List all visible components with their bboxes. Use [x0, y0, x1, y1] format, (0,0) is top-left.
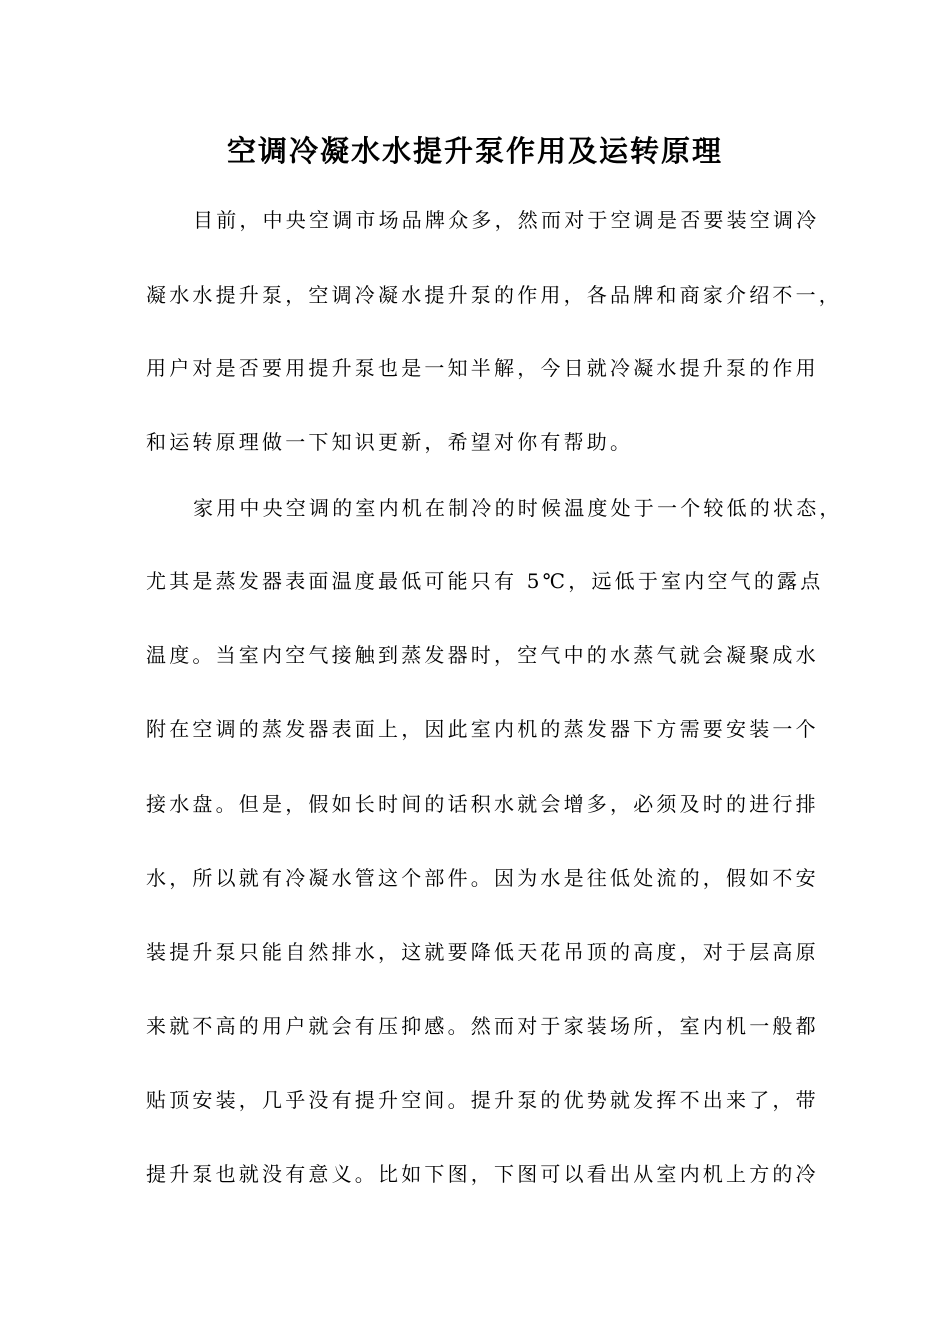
- paragraph-2-line-10: 提升泵也就没有意义。比如下图，下图可以看出从室内机上方的冷: [146, 1162, 819, 1186]
- paragraph-2-line-7: 装提升泵只能自然排水，这就要降低天花吊顶的高度，对于层高原: [146, 940, 819, 964]
- paragraph-2-line-8: 来就不高的用户就会有压抑感。然而对于家装场所，室内机一般都: [146, 1014, 819, 1038]
- paragraph-2-line-4: 附在空调的蒸发器表面上，因此室内机的蒸发器下方需要安装一个: [146, 717, 819, 741]
- paragraph-2-line-9: 贴顶安装，几乎没有提升空间。提升泵的优势就发挥不出来了，带: [146, 1088, 819, 1112]
- paragraph-1-line-4: 和运转原理做一下知识更新，希望对你有帮助。: [146, 430, 634, 454]
- paragraph-1-line-3: 用户对是否要用提升泵也是一知半解，今日就冷凝水提升泵的作用: [146, 356, 819, 380]
- paragraph-1-line-2: 凝水水提升泵，空调冷凝水提升泵的作用，各品牌和商家介绍不一，: [146, 283, 842, 307]
- paragraph-1-line-1: 目前，中央空调市场品牌众多，然而对于空调是否要装空调冷: [193, 208, 820, 232]
- paragraph-2-line-3: 温度。当室内空气接触到蒸发器时，空气中的水蒸气就会凝聚成水: [146, 643, 819, 667]
- document-title: 空调冷凝水水提升泵作用及运转原理: [226, 134, 723, 168]
- paragraph-2-line-5: 接水盘。但是，假如长时间的话积水就会增多，必须及时的进行排: [146, 792, 819, 816]
- paragraph-2-line-2: 尤其是蒸发器表面温度最低可能只有 5℃，远低于室内空气的露点: [146, 569, 824, 593]
- paragraph-2-line-6: 水，所以就有冷凝水管这个部件。因为水是往低处流的，假如不安: [146, 866, 819, 890]
- paragraph-2-line-1: 家用中央空调的室内机在制冷的时候温度处于一个较低的状态，: [193, 496, 843, 520]
